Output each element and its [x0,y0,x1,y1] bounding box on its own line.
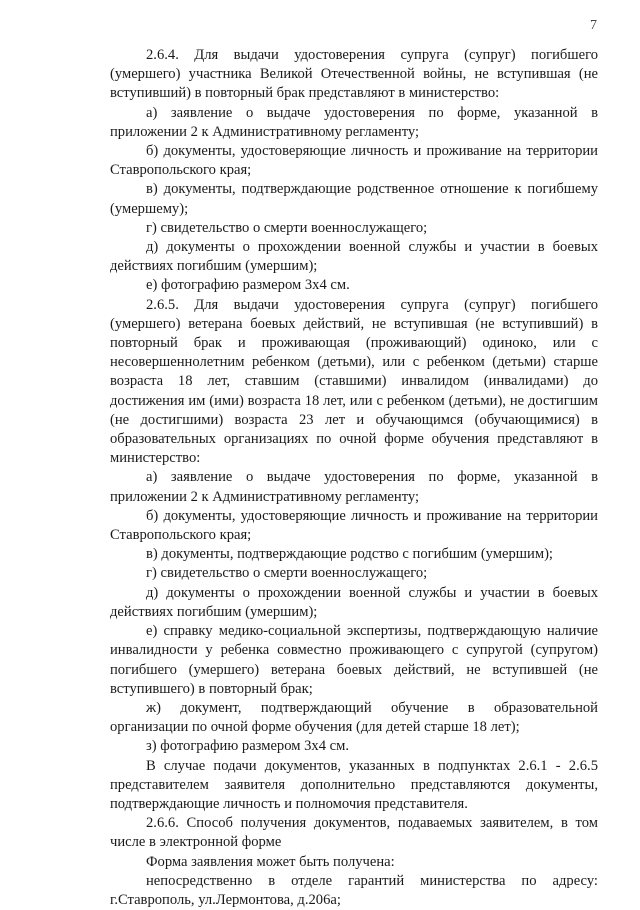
list-item-d: д) документы о прохождении военной службы и участии в боевых действиях погибшим (умершим); [110,239,598,275]
list-item-g: г) свидетельство о смерти военнослужащего; [146,219,428,236]
document-body [110,46,598,910]
page-number: 7 [590,18,597,33]
list-item-v: в) документы, подтверждающие родственное отношение к погибшему (умершему); [110,181,598,217]
list-item-b: б) документы, удостоверяющие личность и проживание на территории Ставропольского края; [110,507,598,544]
list-item-d: д) документы о прохождении военной службы и участии в боевых действиях погибшим (умершим); [110,584,598,620]
list-item-a: а) заявление о выдаче удостоверения по форме, указанной в приложении 2 к Административному регламенту; [110,469,598,505]
address-paragraph: непосредственно в отделе гарантий министерства по адресу: г.Ставрополь, ул.Лермонтова, д.206а; [110,872,598,908]
list-item-z: з) фотографию размером 3х4 см. [146,738,350,755]
representative-paragraph: В случае подачи документов, указанных в подпунктах 2.6.1 - 2.6.5 представителем заявителя дополнительно представляются документы, подтверждающие личность и полномочия представителя. [110,757,598,812]
paragraph-2-6-4: 2.6.4. Для выдачи удостоверения супруга (супруг) погибшего (умершего) участника Великой Отечественной войны, не вступившая (не вступивший) в повторный брак представляют в министерство: [110,47,598,102]
list-item-a: а) заявление о выдаче удостоверения по форме, указанной в приложении 2 к Административному регламенту; [110,104,598,140]
list-item-e: е) справку медико-социальной экспертизы, подтверждающую наличие инвалидности у ребенка совместно проживающего с супругой (супругом) погибшего (умершего) ветерана боевых действий, не вступившей (не вступившего) в повторный брак; [110,623,598,697]
list-item-e: е) фотографию размером 3х4 см. [146,277,350,294]
form-availability-paragraph: Форма заявления может быть получена: [146,853,395,870]
paragraph-2-6-5: 2.6.5. Для выдачи удостоверения супруга (супруг) погибшего (умершего) ветерана боевых действий, не вступившая (не вступивший) в повторный брак и проживающая (проживающий) одиноко, или с несовершеннолетним ребенком (детьми), или с ребенком (детьми) старше возраста 18 лет, ставшим (ставшими) инвалидом (инвалидами) до достижения им (ими) возраста 18 лет, или с ребенком (детьми), не достигшим (не достигшими) возраста 23 лет и обучающимся (обучающимися) в образовательных организациях по очной форме обучения представляют в министерство: [110,296,598,467]
paragraph-2-6-6: 2.6.6. Способ получения документов, подаваемых заявителем, в том числе в электронной форме [110,815,598,851]
list-item-zh: ж) документ, подтверждающий обучение в образовательной организации по очной форме обучения (для детей старше 18 лет); [110,699,598,736]
list-item-b: б) документы, удостоверяющие личность и проживание на территории Ставропольского края; [110,143,598,179]
list-item-g: г) свидетельство о смерти военнослужащего; [146,565,428,582]
list-item-v: в) документы, подтверждающие родство с погибшим (умершим); [146,546,553,563]
